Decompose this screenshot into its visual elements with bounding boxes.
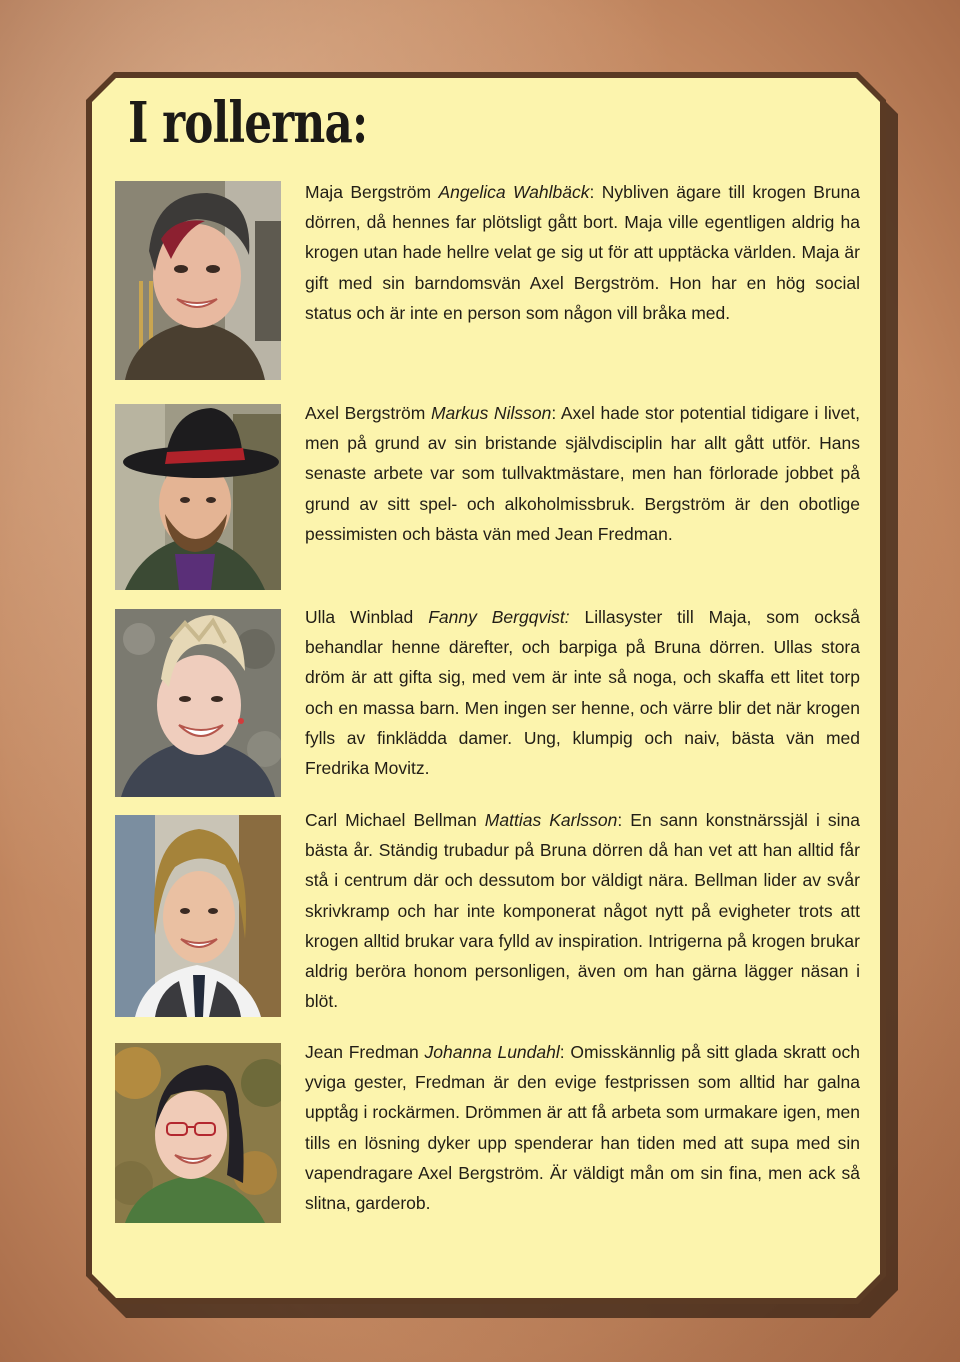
page-title: I rollerna: xyxy=(128,90,368,156)
role-entry-jean-fredman xyxy=(305,1037,860,1218)
character-name: Axel Bergström xyxy=(305,403,426,423)
character-name: Carl Michael Bellman xyxy=(305,810,477,830)
actor-name: Fanny Bergqvist: xyxy=(428,607,570,627)
portrait-photo-bellman xyxy=(115,815,281,1017)
portrait-photo-jean-fredman xyxy=(115,1043,281,1223)
actor-name: Angelica Wahlbäck xyxy=(438,182,590,202)
separator: : xyxy=(551,403,557,423)
role-entry-ulla xyxy=(305,602,860,783)
portrait-photo-maja xyxy=(115,181,281,380)
separator: : xyxy=(589,182,595,202)
portrait-photo-axel xyxy=(115,404,281,590)
role-description: Axel hade stor potential tidigare i livet, men på grund av sin bristande självdisciplin har allt gått utför. Hans senaste arbete var som tullvaktmästare, men han förlorade jobbet på grund av sitt spel- och alkoholmissbruk. Bergström är den obotlige pessimisten och bästa vän med Jean Fredman. xyxy=(305,403,860,544)
separator: : xyxy=(617,810,623,830)
role-entry-axel xyxy=(305,398,860,549)
role-entry-bellman xyxy=(305,805,860,1016)
role-description: Lillasyster till Maja, som också behandlar henne därefter, och barpiga på Bruna dörren. Ullas stora dröm är att gifta sig, med vem är inte så noga, och skaffa ett litet torp och en massa barn. Men ingen ser henne, och värre blir det när krogen fylls av finklädda damer. Ung, klumpig och naiv, bästa vän med Fredrika Movitz. xyxy=(305,607,860,779)
separator: : xyxy=(559,1042,565,1062)
character-name: Ulla Winblad xyxy=(305,607,414,627)
actor-name: Mattias Karlsson xyxy=(484,810,618,830)
actor-name: Johanna Lundahl xyxy=(424,1042,560,1062)
portrait-photo-ulla xyxy=(115,609,281,797)
character-name: Jean Fredman xyxy=(305,1042,419,1062)
role-entry-maja xyxy=(305,177,860,328)
role-description: Omisskännlig på sitt glada skratt och yviga gester, Fredman är den evige festprissen som alltid har galna upptåg i rockärmen. Drömmen är att få arbeta som urmakare igen, men tills en lösning dyker upp spenderar han tiden med att supa med sin vapendragare Axel Bergström. Är väldigt mån om sin fina, men ack så slitna, garderob. xyxy=(305,1042,860,1214)
role-description: Nybliven ägare till krogen Bruna dörren, då hennes far plötsligt gått bort. Maja ville egentligen aldrig ha krogen utan hade hellre velat ge sig ut för att upptäcka världen. Maja är gift med sin barndomsvän Axel Bergström. Hon har en hög social status och är inte en person som någon vill bråka med. xyxy=(305,182,860,323)
actor-name: Markus Nilsson xyxy=(430,403,552,423)
character-name: Maja Bergström xyxy=(305,182,432,202)
role-description: En sann konstnärssjäl i sina bästa år. Ständig trubadur på Bruna dörren då han vet att han alltid får stå i centrum där och dessutom bor väldigt nära. Bellman lider av svår skrivkramp och har inte komponerat något nytt på evigheter trots att krogen alltid brukar vara fylld av inspiration. Intrigerna på krogen brukar aldrig beröra honom personligen, även om han gärna lägger näsan i blöt. xyxy=(305,810,860,1012)
